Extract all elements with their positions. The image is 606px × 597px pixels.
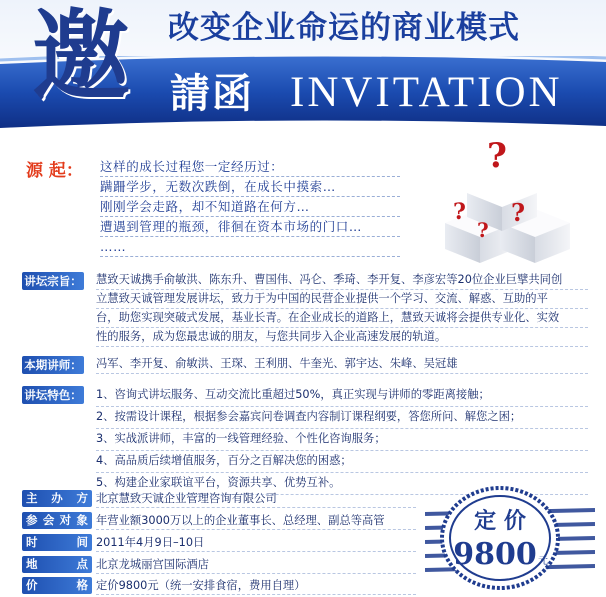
origin-line: 蹒跚学步，无数次跌倒，在成长中摸索… (100, 177, 400, 197)
purpose-line: 台，助您实现突破式发展，基业长青。在企业成长的道路上，慧致天诚将会提供专业化、实效 (96, 309, 588, 328)
lecturers-text (96, 355, 588, 374)
lecturers-line: 冯军、李开复、俞敏洪、王琛、王利朋、牛奎光、郭宇达、朱峰、吴冠雄 (96, 355, 588, 374)
feature-item: 1、咨询式讲坛服务、互动交流比重超过50%，真正实现与讲师的零距离接触； (96, 385, 588, 407)
purpose-line: 立慧致天诚管理发展讲坛，致力于为中国的民营企业提供一个学习、交流、解惑、互助的平 (96, 290, 588, 309)
svg-text:?: ? (477, 218, 489, 242)
purpose-line: 性的服务，成为您最忠诚的朋友，与您共同步入企业高速发展的轨道。 (96, 328, 588, 347)
stamp-price: 9800 (453, 537, 537, 572)
time-label: 时 间 (22, 534, 92, 551)
feature-item: 3、实战派讲师，丰富的一线管理经验、个性化咨询服务； (96, 429, 588, 451)
purpose-line: 慧致天诚携手俞敏洪、陈东升、曹国伟、冯仑、季琦、李开复、李彦宏等20位企业巨擘共同创 (96, 271, 588, 290)
venue-label: 地 点 (22, 556, 92, 573)
question-cubes-illustration (425, 135, 590, 265)
venue-value: 北京龙城丽宫国际酒店 (96, 556, 416, 574)
price-label: 价 格 (22, 577, 92, 594)
origin-lines (100, 157, 400, 257)
headline: 改变企业命运的商业模式 (168, 10, 520, 46)
feature-item: 5、构建企业家联谊平台，资源共享、优势互补。 (96, 473, 588, 495)
invite-big-character: 邀 (32, 0, 131, 114)
organizer-label: 主 办 方 (22, 490, 92, 507)
origin-line: 遭遇到管理的瓶颈，徘徊在资本市场的门口… (100, 217, 400, 237)
svg-text:?: ? (453, 199, 466, 225)
lecturers-label: 本期讲师： (22, 356, 84, 374)
price-stamp (425, 480, 595, 592)
time-value: 2011年4月9日–10日 (96, 534, 416, 552)
purpose-label: 讲坛宗旨： (22, 272, 84, 290)
invitation-chinese-title: 請函 (170, 70, 254, 117)
organizer-value: 北京慧致天诚企业管理咨询有限公司 (96, 490, 416, 508)
feature-item: 2、按需设计课程，根据参会嘉宾问卷调查内容制订课程纲要，答您所问、解您之困； (96, 407, 588, 429)
features-text (96, 385, 588, 495)
origin-label: 源 起： (26, 161, 83, 181)
svg-text:?: ? (487, 136, 507, 176)
invitation-english-title: INVITATION (290, 69, 563, 116)
stamp-unit: 元 (538, 556, 548, 567)
origin-line: 这样的成长过程您一定经历过： (100, 157, 400, 177)
stamp-label: 定 价 (474, 508, 526, 534)
origin-line: …… (100, 237, 400, 257)
feature-item: 4、高品质后续增值服务，百分之百解决您的困惑； (96, 451, 588, 473)
features-label: 讲坛特色： (22, 386, 84, 404)
audience-value: 年营业额3000万以上的企业董事长、总经理、副总等高管 (96, 512, 416, 530)
origin-line: 刚刚学会走路，却不知道路在何方… (100, 197, 400, 217)
purpose-text (96, 271, 588, 347)
svg-text:?: ? (511, 198, 526, 227)
audience-label: 参会对象 (22, 512, 92, 529)
price-value: 定价9800元（统一安排食宿，费用自理） (96, 577, 416, 595)
